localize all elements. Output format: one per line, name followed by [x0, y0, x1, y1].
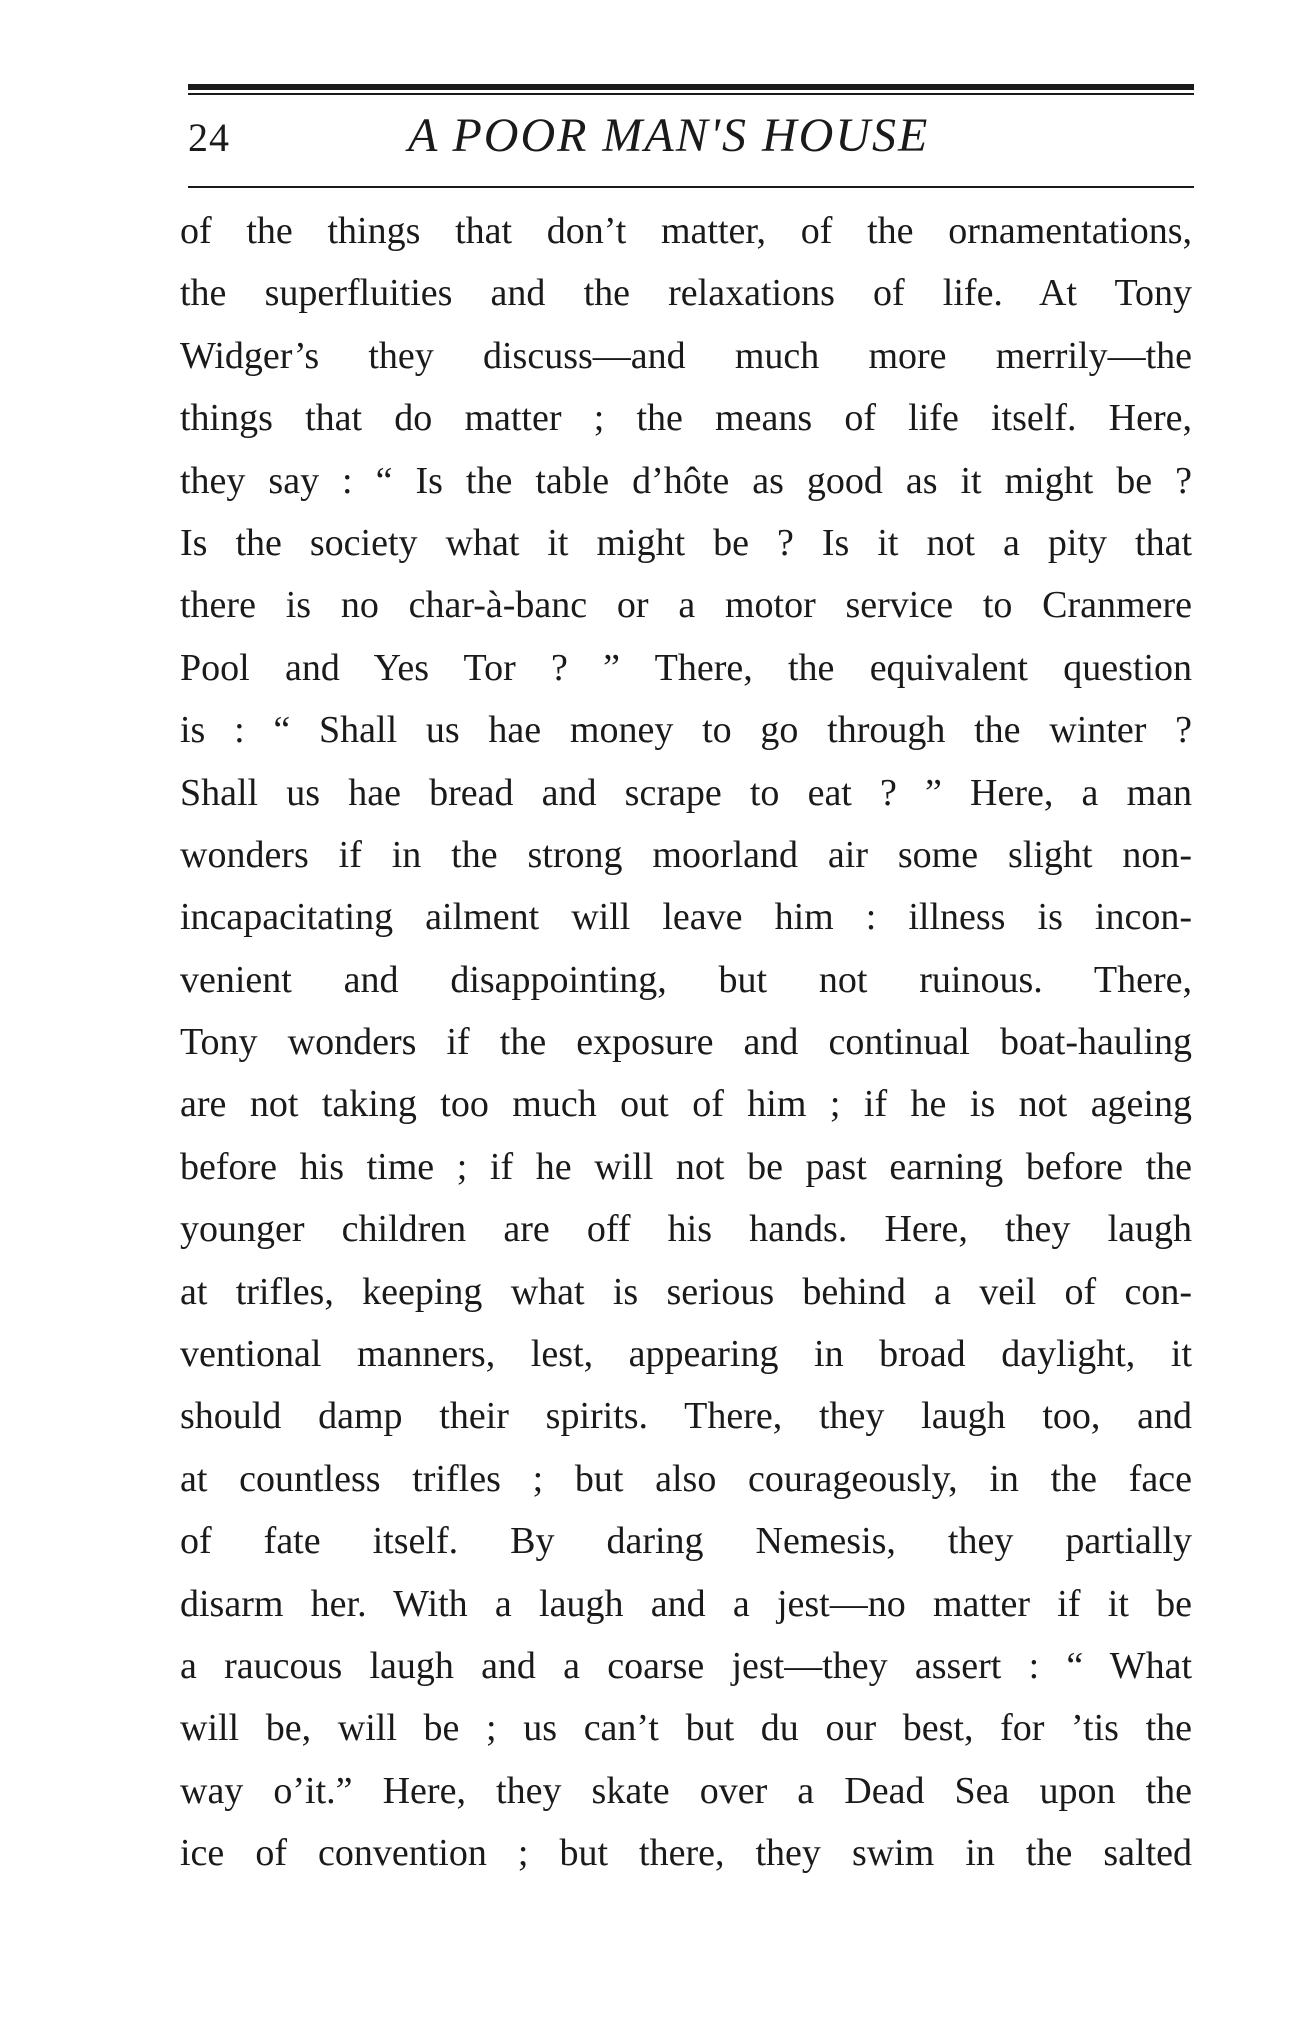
text-line: Tony wonders if the exposure and continual boat-hauling	[180, 1021, 1192, 1064]
text-line: Is the society what it might be ? Is it not a pity that	[180, 521, 1192, 564]
text-line: is : “ Shall us hae money to go through the winter ?	[180, 709, 1192, 752]
text-line: way o’it.” Here, they skate over a Dead Sea upon the	[180, 1769, 1192, 1812]
text-line: things that do matter ; the means of life itself. Here,	[180, 397, 1192, 440]
text-line: incapacitating ailment will leave him : illness is incon-	[180, 896, 1192, 939]
text-line: should damp their spirits. There, they laugh too, and	[180, 1395, 1192, 1438]
text-line: ventional manners, lest, appearing in broad daylight, it	[180, 1333, 1192, 1376]
text-line: disarm her. With a laugh and a jest—no matter if it be	[180, 1582, 1192, 1625]
body-text	[180, 200, 1192, 1885]
header-rule-thick	[188, 84, 1194, 90]
text-line: at trifles, keeping what is serious behind a veil of con-	[180, 1270, 1192, 1313]
text-line: younger children are off his hands. Here, they laugh	[180, 1208, 1192, 1251]
text-line: before his time ; if he will not be past earning before the	[180, 1145, 1192, 1188]
text-line: at countless trifles ; but also courageously, in the face	[180, 1457, 1192, 1500]
text-line: there is no char-à-banc or a motor service to Cranmere	[180, 584, 1192, 627]
text-line: are not taking too much out of him ; if he is not ageing	[180, 1083, 1192, 1126]
text-line: of fate itself. By daring Nemesis, they partially	[180, 1520, 1192, 1563]
header-rule-thin	[188, 93, 1194, 95]
page-number: 24	[188, 115, 230, 160]
text-line: ice of convention ; but there, they swim in the salted	[180, 1832, 1192, 1875]
text-line: will be, will be ; us can’t but du our best, for ’tis the	[180, 1707, 1192, 1750]
text-line: a raucous laugh and a coarse jest—they assert : “ What	[180, 1644, 1192, 1687]
text-line: of the things that don’t matter, of the ornamentations,	[180, 210, 1192, 252]
text-line: Shall us hae bread and scrape to eat ? ” Here, a man	[180, 771, 1192, 814]
running-title: A POOR MAN'S HOUSE	[408, 109, 930, 162]
page-header	[188, 108, 1194, 172]
text-line: Pool and Yes Tor ? ” There, the equivalent question	[180, 646, 1192, 689]
header-rule-bottom	[188, 186, 1194, 188]
text-line: wonders if in the strong moorland air some slight non-	[180, 833, 1192, 876]
text-line: Widger’s they discuss—and much more merrily—the	[180, 334, 1192, 377]
text-line: they say : “ Is the table d’hôte as good as it might be ?	[180, 459, 1192, 502]
text-line: the superfluities and the relaxations of life. At Tony	[180, 272, 1192, 315]
text-line: venient and disappointing, but not ruinous. There,	[180, 958, 1192, 1001]
